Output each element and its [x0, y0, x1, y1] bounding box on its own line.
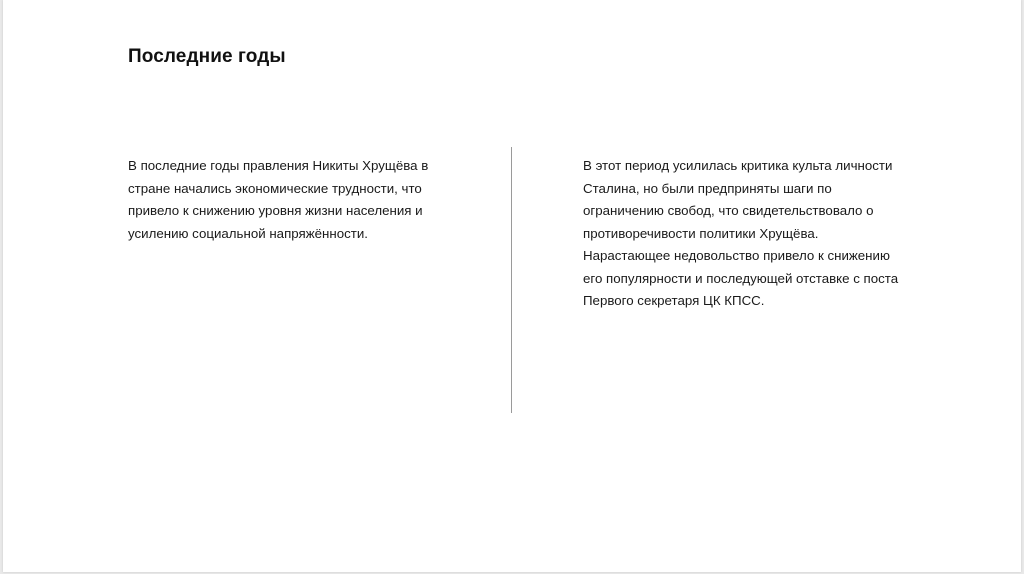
slide-title: Последние годы	[128, 46, 286, 67]
right-text-line: ограничению свобод, что свидетельствовало о	[583, 203, 874, 218]
right-text-line: Сталина, но были предприняты шаги по	[583, 180, 832, 196]
left-text-line: усилению социальной напряжённости.	[128, 225, 368, 241]
column-divider	[511, 147, 512, 413]
right-text-line: Нарастающее недовольство привело к снижению	[583, 248, 890, 263]
right-text-line: противоречивости политики Хрущёва.	[583, 225, 819, 241]
left-text-column	[128, 155, 458, 245]
left-text-line: привело к снижению уровня жизни населения и	[128, 203, 423, 218]
right-text-line: Первого секретаря ЦК КПСС.	[583, 293, 765, 308]
slide	[3, 0, 1021, 572]
right-text-line: В этот период усилилась критика культа личности	[583, 158, 893, 173]
right-text-column	[583, 155, 933, 313]
left-text-line: стране начались экономические трудности, что	[128, 180, 422, 196]
left-text-line: В последние годы правления Никиты Хрущёва в	[128, 158, 429, 173]
right-text-line: его популярности и последующей отставке с поста	[583, 270, 899, 286]
